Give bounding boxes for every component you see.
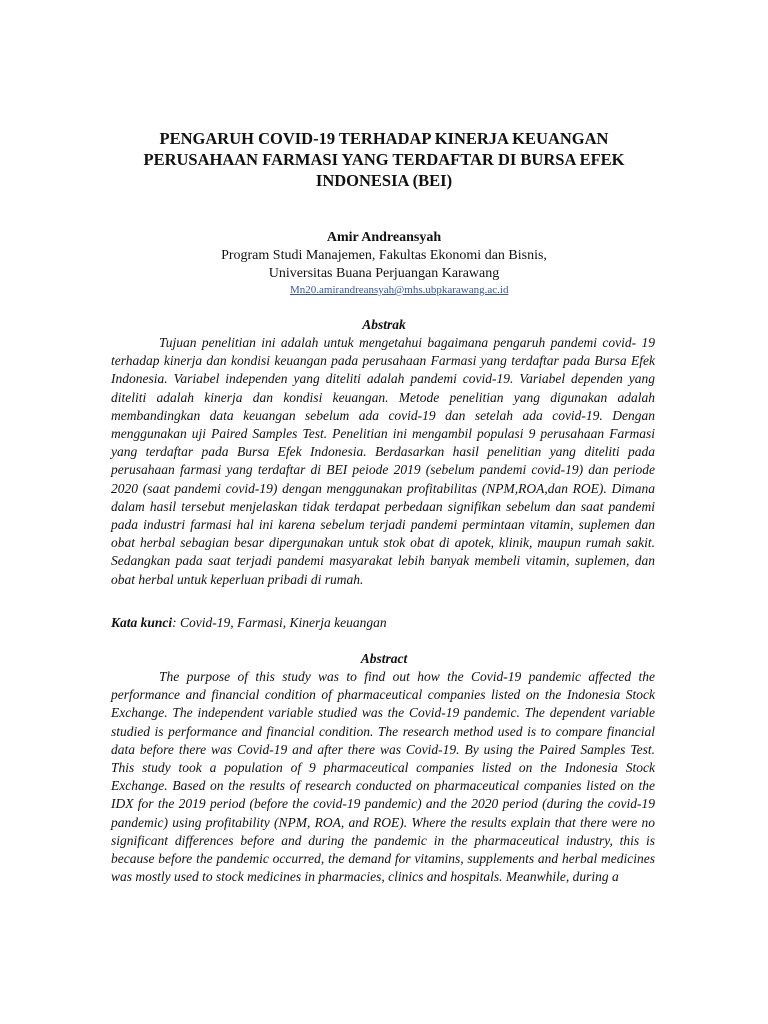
author-name: Amir Andreansyah [326, 230, 442, 245]
abstract-body: The purpose of this study was to find out how the Covid-19 pandemic affected the performance and financial condition of pharmaceutical companies listed on the Indonesia Stock Exchange. The independent variable studied was the Covid-19 pandemic. The dependent variable studied is performance and financial condition. The research method used is to compare financial data before there was Covid-19 and after there was Covid-19. By using the Paired Samples Test. This study took a population of 9 pharmaceutical companies listed on the Indonesia Stock Exchange. Based on the results of research conducted on pharmaceutical companies listed on the IDX for the 2019 period (before the covid-19 pandemic) and the 2020 period (during the covid-19 pandemic) using profitability (NPM, ROA, and ROE). Where the results explain that there were no significant differences before and during the pandemic in the pharmaceutical industry, this is because before the pandemic occurred, the demand for vitamins, supplements and herbal medicines was mostly used to stock medicines in pharmacies, clinics and hospitals. Meanwhile, during a [111, 669, 655, 885]
abstrak-body: Tujuan penelitian ini adalah untuk mengetahui bagaimana pengaruh pandemi covid- 19 terhadap kinerja dan kondisi keuangan pada perusahaan Farmasi yang terdaftar pada Bursa Efek Indonesia. Variabel independen yang diteliti adalah pandemi covid-19. Variabel dependen yang diteliti adalah kinerja dan kondisi keuangan. Metode penelitian yang digunakan adalah membandingkan data keuangan sebelum ada covid-19 dan setelah ada covid-19. Dengan menggunakan uji Paired Samples Test. Penelitian ini mengambil populasi 9 perusahaan Farmasi yang terdaftar pada Bursa Efek Indonesia. Berdasarkan hasil penelitian yang diteliti pada perusahaan farmasi yang terdaftar di BEI peiode 2019 (sebelum pandemi covid-19) dan periode 2020 (saat pandemi covid-19) dengan menggunakan profitabilitas (NPM,ROA,dan ROE). Dimana dalam hasil tersebut menjelaskan tidak terdapat perbedaan signifikan sebelum dan saat pandemi pada industri farmasi hal ini karena sebelum terjadi pandemi permintaan vitamin, suplemen dan obat herbal sebagian besar dipergunakan untuk stok obat di apotek, klinik, maupun rumah sakit. Sedangkan pada saat terjadi pandemi masyarakat lebih banyak membeli vitamin, suplemen, dan obat herbal untuk keperluan pribadi di rumah. [111, 335, 655, 587]
abstract-heading: Abstract [360, 651, 408, 666]
keywords-line [111, 614, 655, 632]
paper-title-line-3: INDONESIA (BEI) [315, 171, 453, 190]
abstrak-heading: Abstrak [362, 317, 406, 332]
paper-title-line-2: PERUSAHAAN FARMASI YANG TERDAFTAR DI BURSA EFEK [143, 150, 625, 169]
affiliation-line-1: Program Studi Manajemen, Fakultas Ekonomi dan Bisnis, [221, 248, 547, 263]
affiliation-line-2: Universitas Buana Perjuangan Karawang [268, 266, 500, 281]
author-email-link[interactable]: Mn20.amirandreansyah@mhs.ubpkarawang.ac.id [290, 284, 509, 296]
keywords-label: Kata kunci [111, 615, 173, 630]
paper-title-line-1: PENGARUH COVID-19 TERHADAP KINERJA KEUANGAN [159, 129, 609, 148]
keywords-text: : Covid-19, Farmasi, Kinerja keuangan [172, 615, 387, 630]
